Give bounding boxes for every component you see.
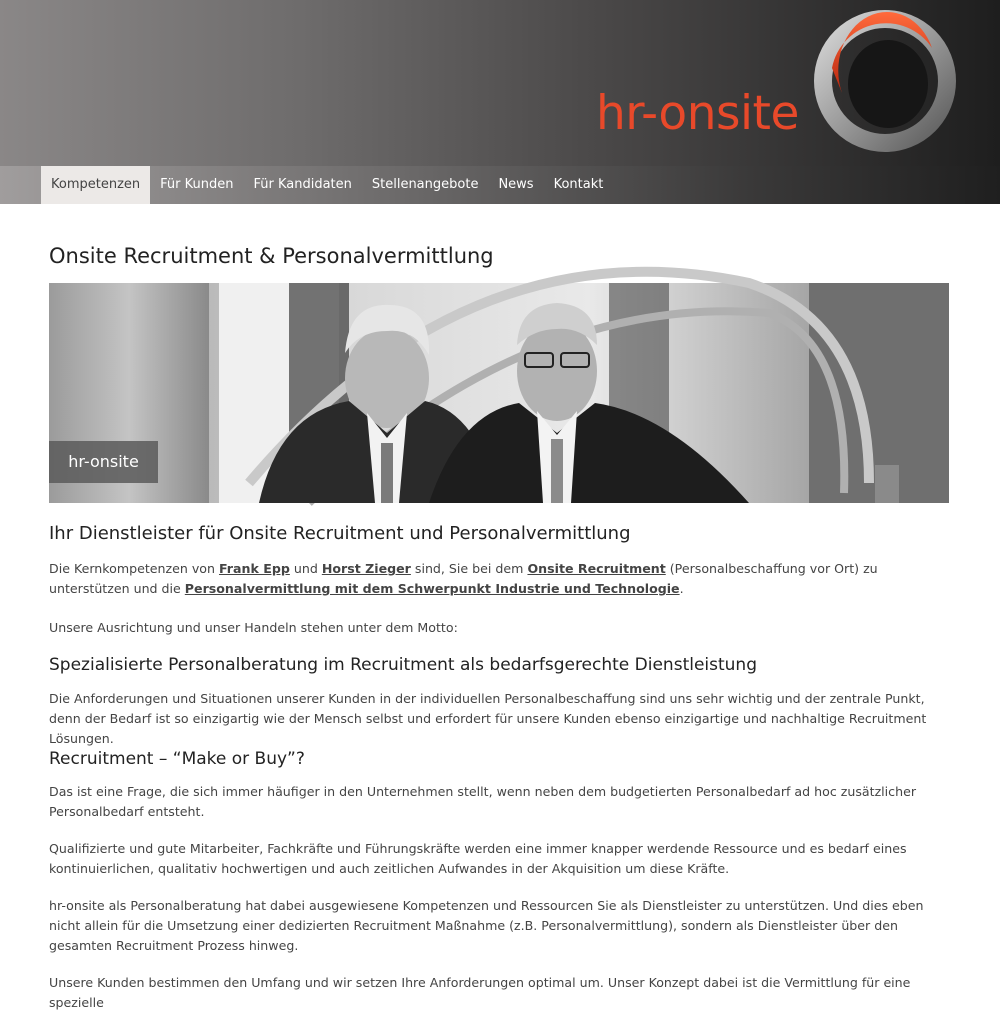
motto-intro: Unsere Ausrichtung und unser Handeln stehen unter dem Motto:	[49, 620, 458, 635]
site-header	[0, 0, 1000, 166]
logo-ring-icon[interactable]	[812, 8, 958, 154]
page-title: Onsite Recruitment & Personalvermittlung	[49, 244, 494, 268]
link-onsite-recruitment[interactable]: Onsite Recruitment	[527, 561, 666, 576]
main-nav	[0, 166, 1000, 204]
intro-text-1: Die Kernkompetenzen von	[49, 561, 219, 576]
make-or-buy-paragraph-1: Das ist eine Frage, die sich immer häufiger in den Unternehmen stellt, wenn neben dem budgetierten Personalbedarf ad hoc zusätzlicher Personalbedarf entsteht.	[49, 784, 917, 819]
link-horst-zieger[interactable]: Horst Zieger	[321, 561, 411, 576]
intro-text-5: .	[679, 581, 684, 596]
logo-text[interactable]: hr-onsite	[596, 86, 799, 141]
make-or-buy-paragraph-4: Unsere Kunden bestimmen den Umfang und wir setzen Ihre Anforderungen optimal um. Unser Konzept dabei ist die Vermittlung für eine spezielle	[49, 975, 911, 1010]
nav-item-fuer-kunden[interactable]: Für Kunden	[160, 177, 234, 192]
hero-image	[49, 283, 949, 503]
make-or-buy-paragraph-3: hr-onsite als Personalberatung hat dabei ausgewiesene Kompetenzen und Ressourcen Sie als Dienstleister zu unterstützen. Und dies eben nicht allein für die Umsetzung einer dedizierten Recruitment Maßnahme (z.B. Personalvermittlung), sondern als Dienstleister über den gesamten Recruitment Prozess hinweg.	[49, 898, 924, 953]
nav-item-stellenangebote[interactable]: Stellenangebote	[371, 177, 479, 192]
link-frank-epp[interactable]: Frank Epp	[218, 561, 290, 576]
nav-item-kompetenzen[interactable]: Kompetenzen	[41, 166, 150, 204]
nav-item-kontakt[interactable]: Kontakt	[553, 177, 604, 192]
make-or-buy-paragraph-2: Qualifizierte und gute Mitarbeiter, Fachkräfte und Führungskräfte werden eine immer knapper werdende Ressource und es bedarf eines kontinuierlichen, qualitativ hochwertigen und auch zeitlichen Aufwandes in der Akquisition um diese Kräfte.	[49, 841, 907, 876]
nav-item-news[interactable]: News	[498, 177, 534, 192]
link-personalvermittlung[interactable]: Personalvermittlung mit dem Schwerpunkt Industrie und Technologie	[184, 581, 680, 596]
hero-caption: hr-onsite	[49, 441, 158, 483]
intro-paragraph	[49, 559, 949, 599]
personalberatung-paragraph: Die Anforderungen und Situationen unserer Kunden in der individuellen Personalbeschaffung sind uns sehr wichtig und der zentrale Punkt, denn der Bedarf ist so einzigartig wie der Mensch selbst und erfordert für unsere Kunden ebenso einzigartige und nachhaltige Recruitment Lösungen.	[49, 691, 927, 746]
section-heading-dienstleister: Ihr Dienstleister für Onsite Recruitment und Personalvermittlung	[49, 523, 631, 544]
nav-item-fuer-kandidaten[interactable]: Für Kandidaten	[253, 177, 352, 192]
intro-text-3: sind, Sie bei dem	[410, 561, 528, 576]
section-heading-personalberatung: Spezialisierte Personalberatung im Recruitment als bedarfsgerechte Dienstleistung	[49, 655, 757, 675]
hero-photo	[49, 283, 949, 503]
intro-text-4: (Personalbeschaffung vor Ort) zu unterstützen und die	[49, 561, 878, 596]
section-heading-make-or-buy: Recruitment – “Make or Buy”?	[49, 749, 305, 769]
nav-list	[41, 166, 613, 204]
intro-text-2: und	[289, 561, 322, 576]
